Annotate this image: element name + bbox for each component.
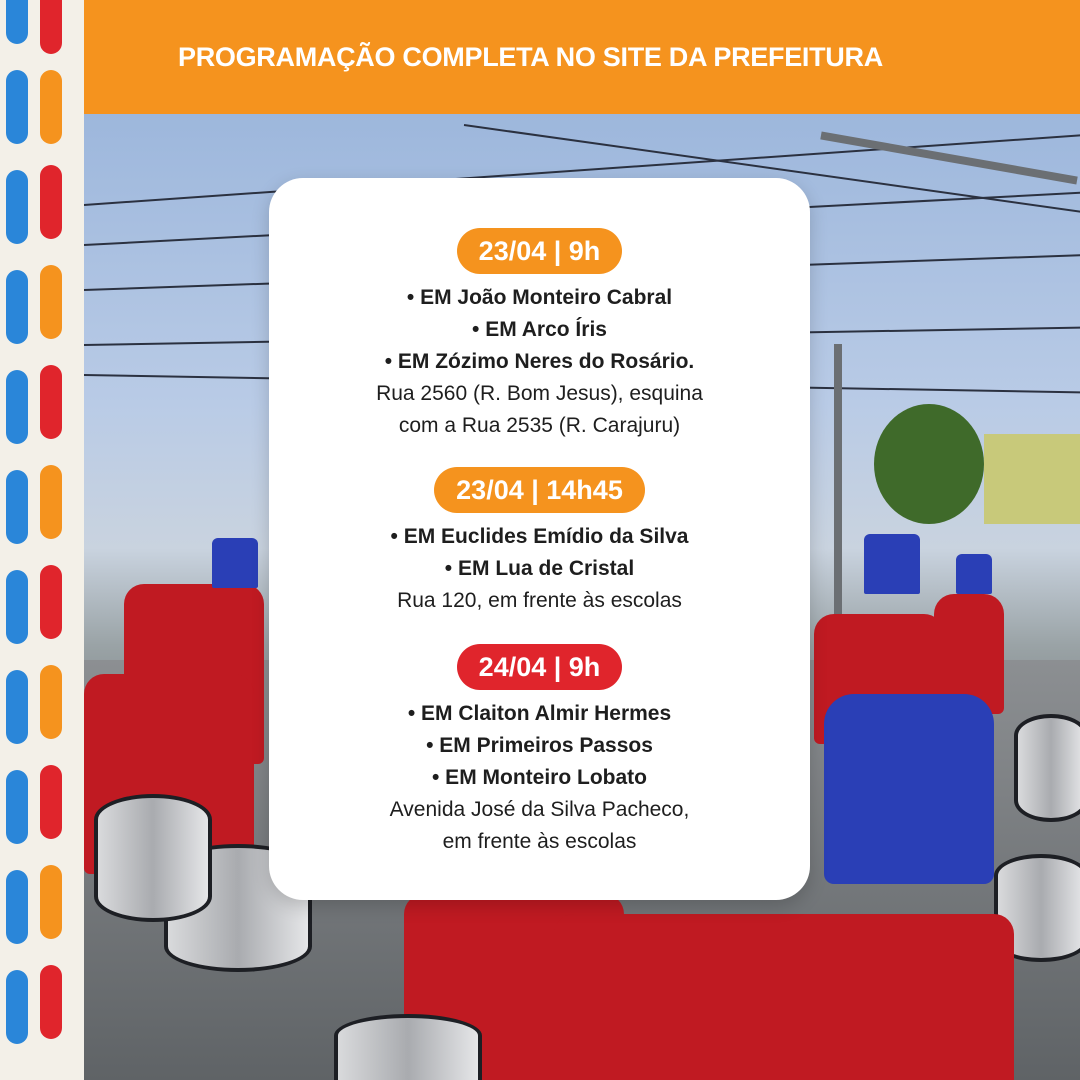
top-banner	[84, 0, 1080, 114]
date-time-badge: 24/04 | 9h	[457, 644, 623, 690]
date-time-badge: 23/04 | 14h45	[434, 467, 645, 513]
blue-dash	[6, 870, 28, 944]
blue-dash	[6, 570, 28, 644]
school-item: • EM Zózimo Neres do Rosário.	[384, 350, 695, 373]
band-member-hat	[212, 538, 258, 588]
street-light-pole	[834, 344, 842, 644]
drum	[1014, 714, 1080, 822]
red-dash	[40, 0, 62, 54]
blue-dash	[6, 370, 28, 444]
blue-dash	[6, 170, 28, 244]
drum	[94, 794, 212, 922]
tree	[874, 404, 984, 524]
address-line: com a Rua 2535 (R. Carajuru)	[398, 414, 681, 437]
date-time-badge: 23/04 | 9h	[457, 228, 623, 274]
band-member-hat	[956, 554, 992, 594]
orange-dash	[40, 265, 62, 339]
blue-dash	[6, 770, 28, 844]
blue-dash	[6, 670, 28, 744]
red-dash	[40, 965, 62, 1039]
red-dash	[40, 165, 62, 239]
blue-dash	[6, 270, 28, 344]
house	[984, 434, 1080, 524]
orange-dash	[40, 465, 62, 539]
address-line: Avenida José da Silva Pacheco,	[389, 798, 690, 821]
red-dash	[40, 765, 62, 839]
blue-dash	[6, 970, 28, 1044]
banner-title: PROGRAMAÇÃO COMPLETA NO SITE DA PREFEITURA	[178, 41, 883, 72]
schedule-section-1	[269, 228, 810, 442]
school-item: • EM Euclides Emídio da Silva	[390, 525, 689, 548]
orange-dash	[40, 70, 62, 144]
red-dash	[40, 365, 62, 439]
decorative-stripe	[0, 0, 84, 1080]
school-item: • EM Lua de Cristal	[444, 557, 635, 580]
blue-dash	[6, 0, 28, 44]
drum	[334, 1014, 482, 1080]
school-item: • EM Monteiro Lobato	[432, 766, 647, 789]
schedule-section-2	[269, 467, 810, 617]
address-line: Rua 2560 (R. Bom Jesus), esquina	[376, 382, 703, 405]
address-line: Rua 120, em frente às escolas	[397, 589, 682, 612]
blue-dash	[6, 70, 28, 144]
street-light-arm	[820, 131, 1077, 184]
red-dash	[40, 565, 62, 639]
band-member-hat	[864, 534, 920, 594]
schedule-section-3	[269, 644, 810, 858]
schedule-card	[269, 178, 810, 900]
band-member-coat	[554, 914, 1014, 1080]
band-member-hat	[824, 694, 994, 884]
blue-dash	[6, 470, 28, 544]
school-item: • EM João Monteiro Cabral	[406, 286, 673, 309]
orange-dash	[40, 665, 62, 739]
school-item: • EM Primeiros Passos	[426, 734, 653, 757]
address-line: em frente às escolas	[442, 830, 637, 853]
orange-dash	[40, 865, 62, 939]
school-item: • EM Arco Íris	[472, 318, 607, 341]
school-item: • EM Claiton Almir Hermes	[407, 702, 672, 725]
